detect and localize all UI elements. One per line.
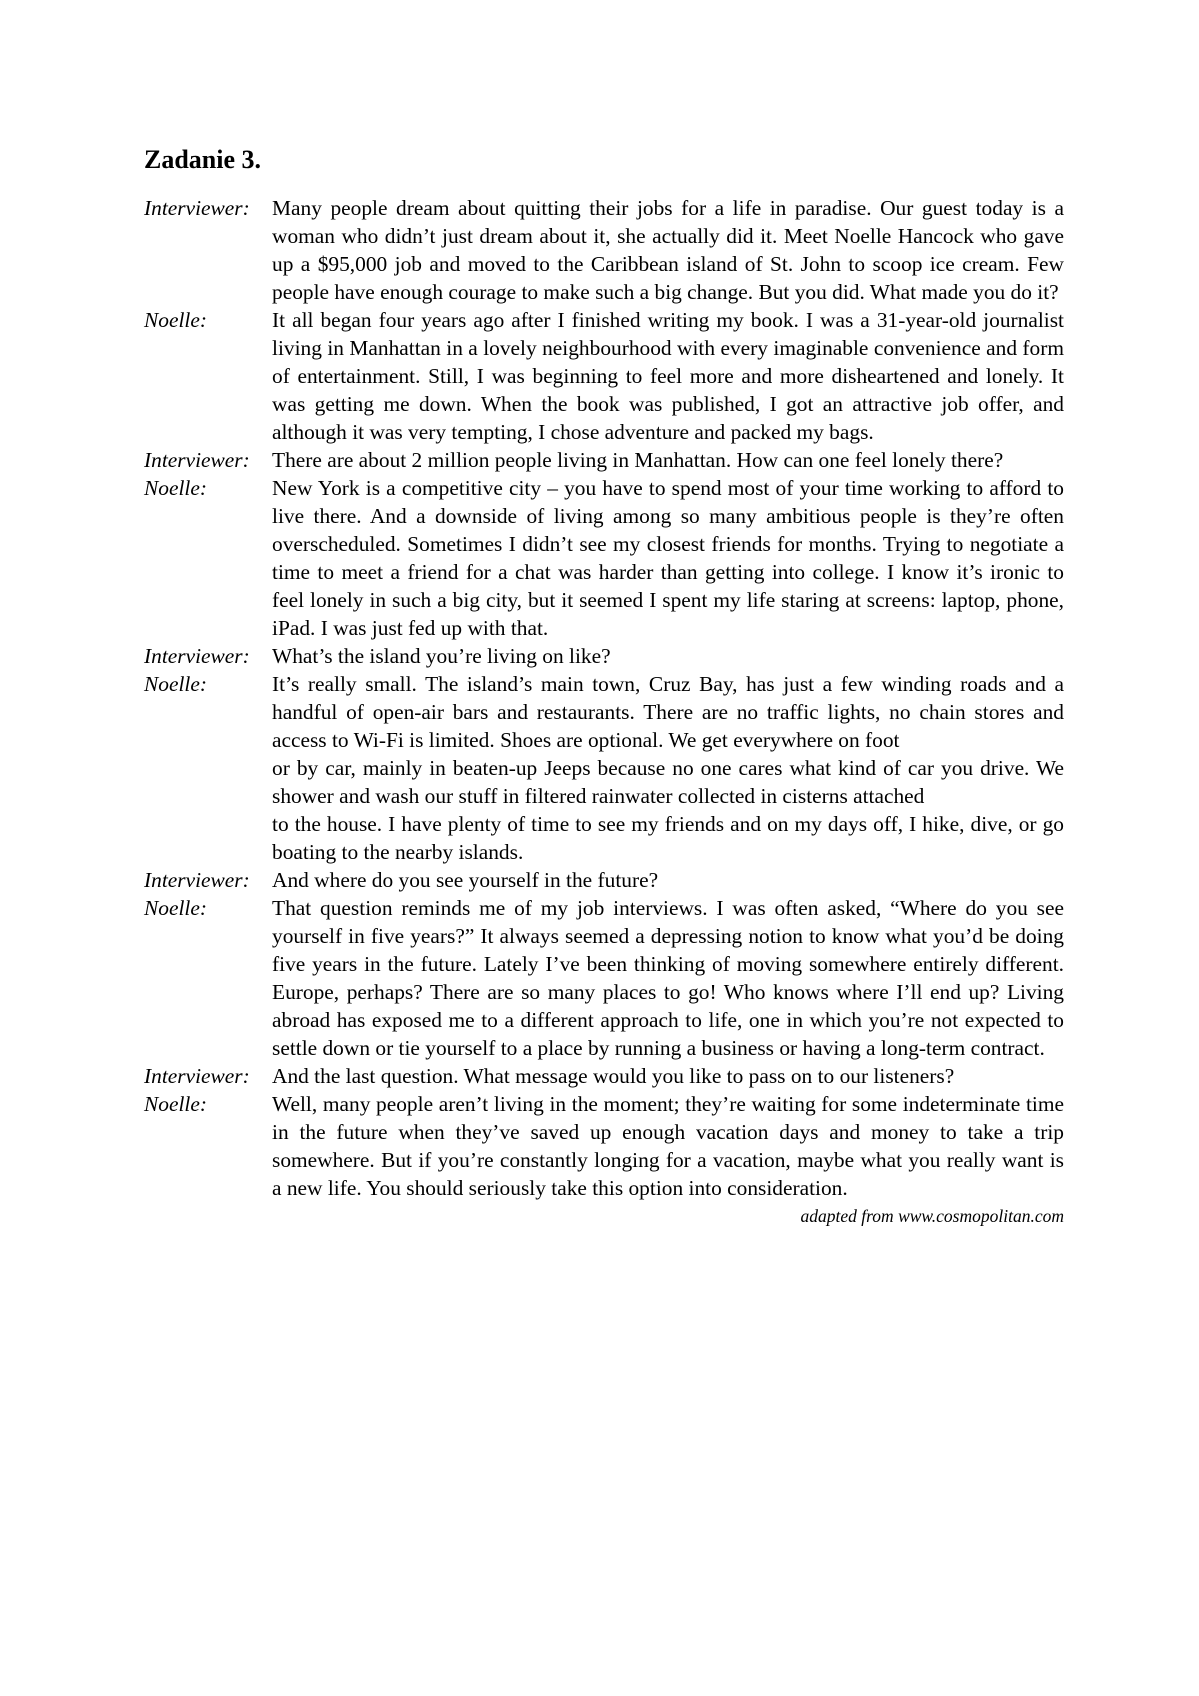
speech-text bbox=[272, 1062, 1064, 1090]
speaker-label: Interviewer: bbox=[144, 196, 250, 220]
speech-text bbox=[272, 670, 1064, 866]
dialogue-turn-interviewer bbox=[144, 642, 1064, 670]
speaker-label: Noelle: bbox=[144, 1092, 207, 1116]
speech-text bbox=[272, 642, 1064, 670]
speaker-label: Noelle: bbox=[144, 308, 207, 332]
speech-paragraph: That question reminds me of my job interviews. I was often asked, “Where do you see yourself in five years?” It always seemed a depressing notion to know what you’d be doing five years in the future. Lately I’ve been thinking of moving somewhere entirely different. Europe, perhaps? There are so many places to go! Who knows where I’ll end up? Living abroad has exposed me to a different approach to life, one in which you’re not expected to settle down or tie yourself to a place by running a business or having a long-term contract. bbox=[272, 896, 1064, 1060]
speech-paragraph: It’s really small. The island’s main town, Cruz Bay, has just a few winding roads and a handful of open-air bars and restaurants. There are no traffic lights, no chain stores and access to Wi-Fi is limited. Shoes are optional. We get everywhere on foot bbox=[272, 672, 1064, 752]
dialogue-turn-interviewer bbox=[144, 194, 1064, 306]
speaker-label: Interviewer: bbox=[144, 868, 250, 892]
speech-text bbox=[272, 306, 1064, 446]
speech-paragraph: New York is a competitive city – you have to spend most of your time working to afford to live there. And a downside of living among so many ambitious people is they’re often overscheduled. Sometimes I didn’t see my closest friends for months. Trying to negotiate a time to meet a friend for a chat was harder than getting into college. I know it’s ironic to feel lonely in such a big city, but it seemed I spent my life staring at screens: laptop, phone, iPad. I was just fed up with that. bbox=[272, 476, 1064, 640]
speech-paragraph: And the last question. What message would you like to pass on to our listeners? bbox=[272, 1064, 955, 1088]
speech-text bbox=[272, 446, 1064, 474]
dialogue-turn-interviewer bbox=[144, 446, 1064, 474]
speech-text bbox=[272, 894, 1064, 1062]
dialogue-turn-noelle bbox=[144, 474, 1064, 642]
dialogue-turn-interviewer bbox=[144, 1062, 1064, 1090]
speaker-label: Interviewer: bbox=[144, 644, 250, 668]
dialogue-turn-interviewer bbox=[144, 866, 1064, 894]
speech-paragraph: Well, many people aren’t living in the moment; they’re waiting for some indeterminate time in the future when they’ve saved up enough vacation days and money to take a trip somewhere. But if you’re constantly longing for a vacation, maybe what you really want is a new life. You should seriously take this option into consideration. bbox=[272, 1092, 1064, 1200]
speech-text bbox=[272, 866, 1064, 894]
speech-paragraph: or by car, mainly in beaten-up Jeeps because no one cares what kind of car you drive. We shower and wash our stuff in filtered rainwater collected in cisterns attached bbox=[272, 756, 1064, 808]
speech-paragraph: What’s the island you’re living on like? bbox=[272, 644, 611, 668]
dialogue-turn-noelle bbox=[144, 670, 1064, 866]
interview-transcript bbox=[144, 194, 1064, 1202]
speaker-label: Noelle: bbox=[144, 476, 207, 500]
speaker-label: Interviewer: bbox=[144, 1064, 250, 1088]
speech-paragraph: And where do you see yourself in the future? bbox=[272, 868, 659, 892]
speaker-label: Interviewer: bbox=[144, 448, 250, 472]
document-page bbox=[144, 144, 1064, 1228]
speaker-label: Noelle: bbox=[144, 672, 207, 696]
speech-paragraph: It all began four years ago after I finished writing my book. I was a 31-year-old journalist living in Manhattan in a lovely neighbourhood with every imaginable convenience and form of entertainment. Still, I was beginning to feel more and more disheartened and lonely. It was getting me down. When the book was published, I got an attractive job offer, and although it was very tempting, I chose adventure and packed my bags. bbox=[272, 308, 1064, 444]
dialogue-turn-noelle bbox=[144, 894, 1064, 1062]
source-citation: adapted from www.cosmopolitan.com bbox=[800, 1206, 1064, 1226]
dialogue-turn-noelle bbox=[144, 306, 1064, 446]
speaker-label: Noelle: bbox=[144, 896, 207, 920]
speech-text bbox=[272, 1090, 1064, 1202]
speech-text bbox=[272, 474, 1064, 642]
dialogue-turn-noelle bbox=[144, 1090, 1064, 1202]
page-title: Zadanie 3. bbox=[144, 145, 262, 174]
speech-paragraph: Many people dream about quitting their jobs for a life in paradise. Our guest today is a woman who didn’t just dream about it, she actually did it. Meet Noelle Hancock who gave up a $95,000 job and moved to the Caribbean island of St. John to scoop ice cream. Few people have enough courage to make such a big change. But you did. What made you do it? bbox=[272, 196, 1064, 304]
speech-paragraph: to the house. I have plenty of time to see my friends and on my days off, I hike, dive, or go boating to the nearby islands. bbox=[272, 812, 1064, 864]
speech-text bbox=[272, 194, 1064, 306]
speech-paragraph: There are about 2 million people living in Manhattan. How can one feel lonely there? bbox=[272, 448, 1004, 472]
